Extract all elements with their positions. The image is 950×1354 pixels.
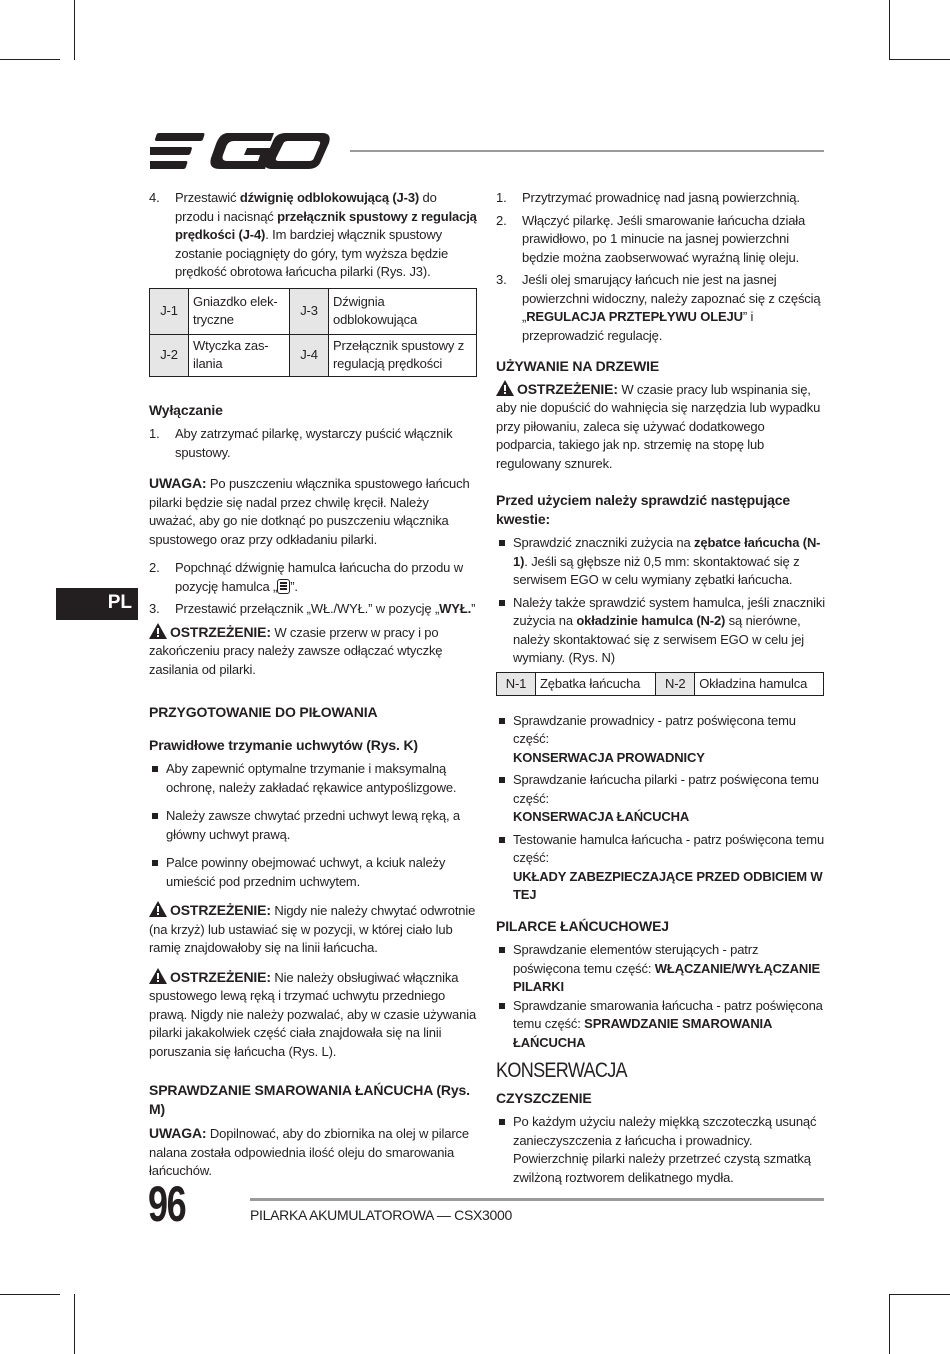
list-item: 3. Przestawić przełącznik „WŁ./WYŁ.” w pozycję „WYŁ.” <box>149 601 476 616</box>
list-item: Palce powinny obejmować uchwyt, a kciuk należy umieścić pod przednim uchwytem. <box>149 854 477 891</box>
footer-rule <box>250 1198 824 1201</box>
list-item: Testowanie hamulca łańcucha - patrz poświęcona temu część: UKŁADY ZABEZPIECZAJĄCE PRZED ODBICIEM W TEJ <box>496 831 826 905</box>
crop-mark <box>0 59 60 60</box>
list-item: Należy zawsze chwytać przedni uchwyt lewą ręką, a główny uchwyt prawą. <box>149 807 477 844</box>
warning-icon <box>149 623 167 639</box>
crop-mark <box>74 0 75 60</box>
table-cell: N-1 <box>497 672 536 695</box>
table-cell: Okładzina hamulca <box>695 672 824 695</box>
section-heading: Wyłączanie <box>149 401 223 418</box>
list-item: Po każdym użyciu należy miękką szczoteczką usunąć zanieczyszczenia z łańcucha i prowadnicy. Powierzchnię pilarki należy przetrzeć czystą szmatką zwilżoną roztworem delikatnego mydła. <box>496 1113 826 1187</box>
language-tab-label: PL <box>107 592 132 613</box>
table-cell: Gniazdko elek-tryczne <box>189 288 290 334</box>
section-heading: CZYSZCZENIE <box>496 1089 592 1106</box>
warning-icon <box>149 901 167 917</box>
list-item: Sprawdzanie elementów sterujących - patrz poświęcona temu część: WŁĄCZANIE/WYŁĄCZANIE PILARKI <box>496 941 826 997</box>
ego-logo <box>150 130 332 172</box>
crop-mark <box>890 59 950 60</box>
list-item: Sprawdzanie łańcucha pilarki - patrz poświęcona temu część: KONSERWACJA ŁAŃCUCHA <box>496 771 826 827</box>
language-tab <box>56 588 138 620</box>
list-item: 2. Popchnąć dźwignię hamulca łańcucha do przodu w pozycję hamulca „ ”. <box>149 560 463 594</box>
crop-mark <box>889 0 890 60</box>
list-item: 3. Jeśli olej smarujący łańcuch nie jest na jasnej powierzchni widoczny, należy zapoznać się z częścią „REGULACJA PRZTEPŁYWU OLEJU” i przeprowadzić regulację. <box>496 272 821 343</box>
crop-mark <box>889 1294 890 1354</box>
left-column <box>149 189 477 1191</box>
list-text: Przestawić dźwignię odblokowującą (J-3) do przodu i nacisnąć przełącznik spustowy z regulacją prędkości (J-4). Im bardziej włącznik spustowy zostanie pociągnięty do góry, tym wyższa będzie prędkość obrotowa łańcucha pilarki (Rys. J3). <box>175 190 477 279</box>
section-heading: SPRAWDZANIE SMAROWANIA ŁAŃCUCHA (Rys. M) <box>149 1082 470 1117</box>
table-cell: J-2 <box>150 334 189 376</box>
warning-paragraph: OSTRZEŻENIE: Nigdy nie należy chwytać odwrotnie (na krzyż) lub ustawiać się w pozycji, w której ciało lub ramię znajdowałoby się na linii łańcucha. <box>149 902 476 955</box>
list-item <box>149 189 477 282</box>
crop-mark <box>890 1294 950 1295</box>
list-item: Sprawdzić znaczniki zużycia na zębatce łańcucha (N-1). Jeśli są głębsze niż 0,5 mm: skontaktować się z serwisem EGO w celu wymiany zębatki łańcucha. <box>496 534 826 590</box>
table-row <box>150 288 477 334</box>
list-item: 2. Włączyć pilarkę. Jeśli smarowanie łańcucha działa prawidłowo, po 1 minucie na jasnej powierzchni będzie można zaobserwować wyraźną linię oleju. <box>496 212 806 265</box>
brake-position-icon <box>277 579 290 594</box>
table-cell: J-3 <box>290 288 329 334</box>
list-item: 1. Przytrzymać prowadnicę nad jasną powierzchnią. <box>496 190 800 205</box>
crop-mark <box>0 1294 60 1295</box>
section-heading: PILARCE ŁAŃCUCHOWEJ <box>496 917 669 934</box>
list-item: Należy także sprawdzić system hamulca, jeśli znaczniki zużycia na okładzinie hamulca (N-2) są nierówne, należy skontaktować się z serwisem EGO w celu jej wymiany. (Rys. N) <box>496 594 826 668</box>
note-paragraph: UWAGA: Dopilnować, aby do zbiornika na olej w pilarce nalana została odpowiednia ilość oleju do smarowania łańcuchów. <box>149 1125 469 1178</box>
header-rule <box>350 150 824 152</box>
parts-table-n <box>496 672 824 696</box>
section-heading: UŻYWANIE NA DRZEWIE <box>496 358 660 374</box>
table-cell: N-2 <box>656 672 695 695</box>
warning-paragraph: OSTRZEŻENIE: W czasie przerw w pracy i po zakończeniu pracy należy zawsze odłączać wtyczkę zasilania od pilarki. <box>149 623 443 677</box>
footer-title: PILARKA AKUMULATOROWA — CSX3000 <box>250 1207 512 1223</box>
table-cell: J-4 <box>290 334 329 376</box>
list-item: 1. Aby zatrzymać pilarkę, wystarczy puścić włącznik spustowy. <box>149 426 453 460</box>
note-paragraph: UWAGA: Po puszczeniu włącznika spustowego łańcuch pilarki będzie się nadal przez chwilę kręcił. Należy uważać, aby go nie dotknąć po puszczeniu włącznika spustowego oraz przy odkładaniu pilarki. <box>149 475 470 547</box>
table-cell: Dźwignia odblokowująca <box>329 288 477 334</box>
table-cell: Wtyczka zas-ilania <box>189 334 290 376</box>
warning-icon <box>149 968 167 984</box>
table-cell: J-1 <box>150 288 189 334</box>
right-column <box>496 189 826 1191</box>
warning-paragraph: OSTRZEŻENIE: W czasie pracy lub wspinania się, aby nie dopuścić do wahnięcia się narzędzia lub wypadku przy piłowaniu, zaleca się używać dodatkowego podparcia, takiego jak np. strzemię na stopę lub regulowany sznurek. <box>496 380 821 471</box>
chapter-heading: KONSERWACJA <box>496 1059 627 1082</box>
table-row <box>150 334 477 376</box>
table-cell: Zębatka łańcucha <box>536 672 656 695</box>
table-row <box>497 672 824 695</box>
section-heading: PRZYGOTOWANIE DO PIŁOWANIA <box>149 704 378 720</box>
list-item: Sprawdzanie smarowania łańcucha - patrz poświęcona temu część: SPRAWDZANIE SMAROWANIA ŁAŃCUCHA <box>496 997 826 1053</box>
crop-mark <box>74 1294 75 1354</box>
list-item: Sprawdzanie prowadnicy - patrz poświęcona temu część: KONSERWACJA PROWADNICY <box>496 712 826 768</box>
list-item: Aby zapewnić optymalne trzymanie i maksymalną ochronę, należy zakładać rękawice antypoślizgowe. <box>149 760 477 797</box>
page-number: 96 <box>148 1176 186 1232</box>
table-cell: Przełącznik spustowy z regulacją prędkości <box>329 334 477 376</box>
warning-icon <box>496 380 514 396</box>
subsection-heading: Prawidłowe trzymanie uchwytów (Rys. K) <box>149 736 418 753</box>
parts-table-j <box>149 288 477 377</box>
list-number: 4. <box>149 190 160 205</box>
subsection-heading: Przed użyciem należy sprawdzić następujące kwestie: <box>496 492 791 527</box>
warning-paragraph: OSTRZEŻENIE: Nie należy obsługiwać włącznika spustowego lewą ręką i trzymać uchwytu przedniego prawą. Nigdy nie należy pozwalać, aby w czasie używania pilarki jakakolwiek część ciała znajdowała się na linii poruszania się łańcucha (Rys. L). <box>149 968 477 1059</box>
